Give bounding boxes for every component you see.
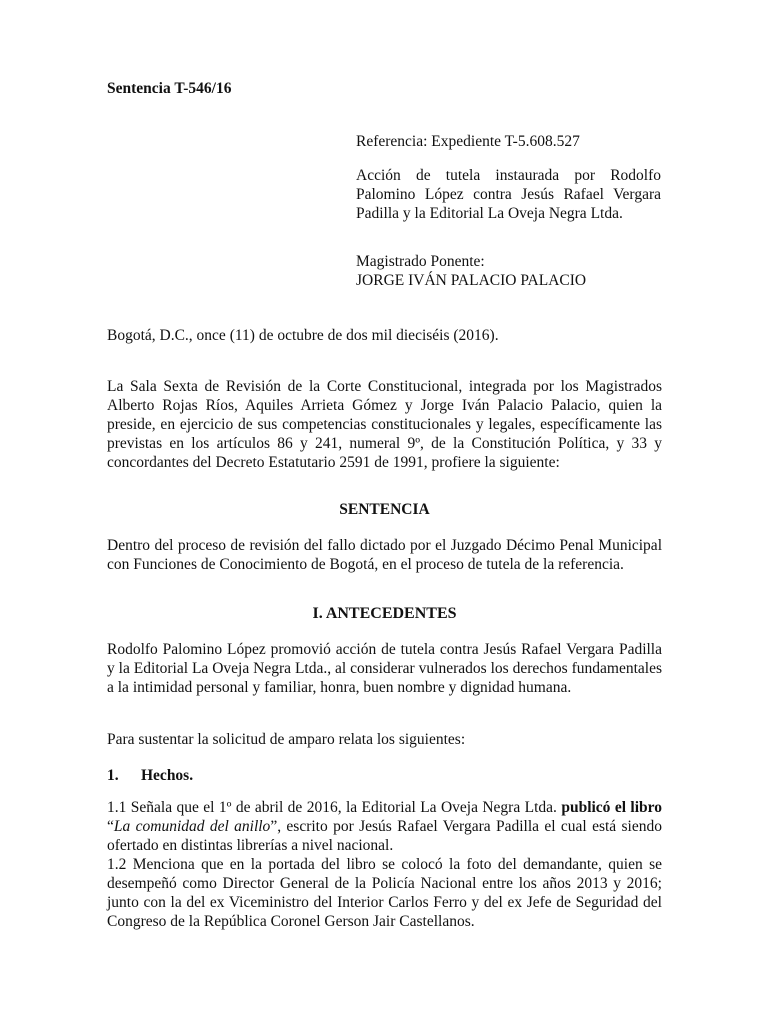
date-line: Bogotá, D.C., once (11) de octubre de dos mil dieciséis (2016). [107,327,499,344]
fact-1-open-quote: “ [107,818,114,835]
fact-1-lead: 1.1 Señala que el 1º de abril de 2016, la Editorial La Oveja Negra Ltda. [107,799,557,816]
magistrado-name: JORGE IVÁN PALACIO PALACIO [356,272,587,289]
hechos-label: Hechos. [141,767,194,784]
hechos-number: 1. [107,767,119,784]
reference-action: Acción de tutela instaurada por Rodolfo Palomino López contra Jesús Rafael Vergara Padilla y la Editorial La Oveja Negra Ltda. [356,167,661,222]
book-title: La comunidad del anillo [113,818,271,835]
sentencia-paragraph: Dentro del proceso de revisión del fallo dictado por el Juzgado Décimo Penal Municipal con Funciones de Conocimiento de Bogotá, en el proceso de tutela de la referencia. [107,537,662,573]
intro-paragraph: La Sala Sexta de Revisión de la Corte Constitucional, integrada por los Magistrados Alberto Rojas Ríos, Aquiles Arrieta Gómez y Jorge Iván Palacio Palacio, quien la preside, en ejercicio de sus competencias constitucionales y legales, específicamente las previstas en los artículos 86 y 241, numeral 9º, de la Constitución Política, y 33 y concordantes del Decreto Estatutario 2591 de 1991, profiere la siguiente: [107,378,662,471]
reference-expediente: Referencia: Expediente T-5.608.527 [356,133,580,150]
section-heading-antecedentes: I. ANTECEDENTES [312,605,457,622]
facts-list [107,798,662,931]
antecedentes-paragraph: Rodolfo Palomino López promovió acción de tutela contra Jesús Rafael Vergara Padilla y la Editorial La Oveja Negra Ltda., al considerar vulnerados los derechos fundamentales a la intimidad personal y familiar, honra, buen nombre y dignidad humana. [107,641,662,696]
amparo-paragraph: Para sustentar la solicitud de amparo relata los siguientes: [107,731,466,748]
section-heading-sentencia: SENTENCIA [339,501,430,518]
fact-1-rest: ”, escrito por Jesús Rafael Vergara Padilla el cual está siendo ofertado en distintas librerías a nivel nacional. [107,818,662,854]
fact-1-bold: publicó el libro [561,799,663,816]
fact-2: 1.2 Menciona que en la portada del libro se colocó la foto del demandante, quien se desempeñó como Director General de la Policía Nacional entre los años 2013 y 2016; junto con la del ex Viceministro del Interior Carlos Ferro y del ex Jefe de Seguridad del Congreso de la República Coronel Gerson Jair Castellanos. [107,856,662,930]
magistrado-block [356,252,661,290]
fact-1 [107,798,662,855]
hechos-heading [107,766,193,785]
case-title: Sentencia T-546/16 [107,80,232,97]
magistrado-label: Magistrado Ponente: [356,253,485,270]
